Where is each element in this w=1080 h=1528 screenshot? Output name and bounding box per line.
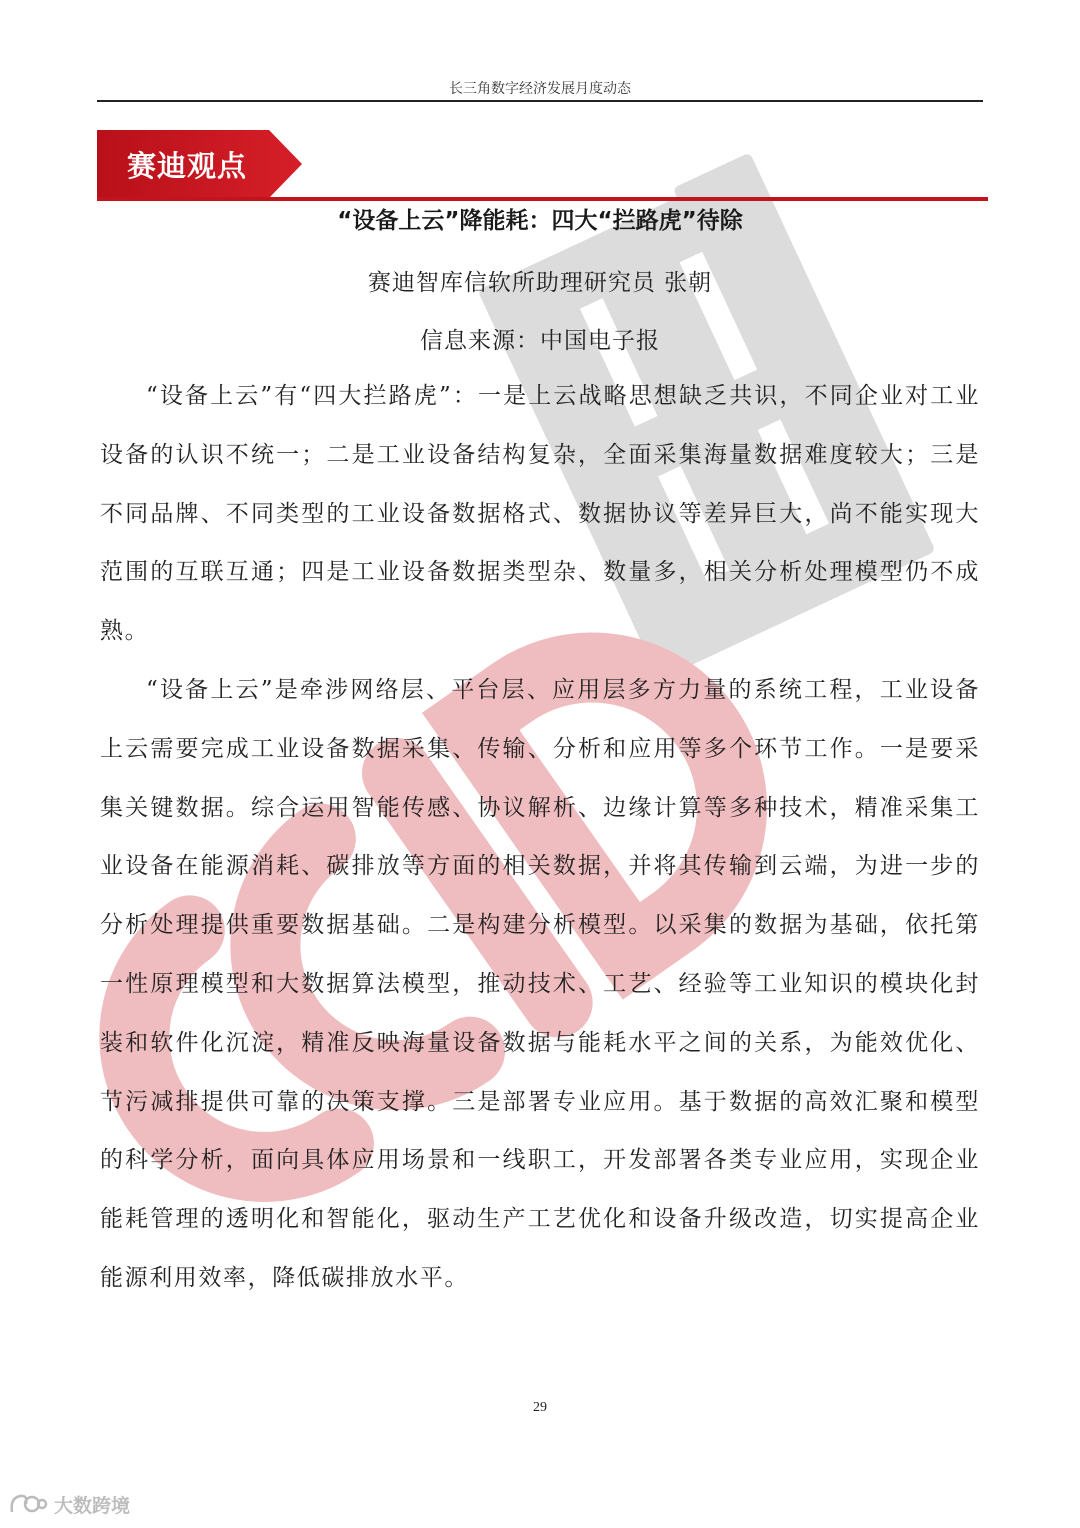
page-number: 29 bbox=[533, 1400, 547, 1415]
banner-underline bbox=[97, 197, 988, 201]
article-source: 信息来源：中国电子报 bbox=[420, 328, 660, 354]
brand-logo-icon bbox=[8, 1492, 48, 1516]
article-paragraph: “设备上云”是牵涉网络层、平台层、应用层多方力量的系统工程，工业设备上云需要完成工业设备数据采集、传输、分析和应用等多个环节工作。一是要采集关键数据。综合运用智能传感、协议解析、边缘计算等多种技术，精准采集工业设备在能源消耗、碳排放等方面的相关数据，并将其传输到云端，为进一步的分析处理提供重要数据基础。二是构建分析模型。以采集的数据为基础，依托第一性原理模型和大数据算法模型，推动技术、工艺、经验等工业知识的模块化封装和软件化沉淀，精准反映海量设备数据与能耗水平之间的关系，为能效优化、节污减排提供可靠的决策支撑。三是部署专业应用。基于数据的高效汇聚和模型的科学分析，面向具体应用场景和一线职工，开发部署各类专业应用，实现企业能耗管理的透明化和智能化，驱动生产工艺优化和设备升级改造，切实提高企业能源利用效率，降低碳排放水平。 bbox=[100, 677, 980, 1291]
article-paragraph: “设备上云”有“四大拦路虎”：一是上云战略思想缺乏共识，不同企业对工业设备的认识不统一；二是工业设备结构复杂，全面采集海量数据难度较大；三是不同品牌、不同类型的工业设备数据格式、数据协议等差异巨大，尚不能实现大范围的互联互通；四是工业设备数据类型杂、数量多，相关分析处理模型仍不成熟。 bbox=[100, 383, 980, 645]
section-banner-label: 赛迪观点 bbox=[127, 149, 248, 183]
running-header: 长三角数字经济发展月度动态 bbox=[449, 81, 631, 97]
article-title: “设备上云”降能耗：四大“拦路虎”待除 bbox=[337, 208, 743, 234]
brand-watermark bbox=[8, 1490, 130, 1518]
brand-name: 大数跨境 bbox=[54, 1494, 131, 1517]
article-author: 赛迪智库信软所助理研究员 张朝 bbox=[367, 270, 713, 296]
section-banner bbox=[97, 130, 302, 198]
header-divider bbox=[97, 100, 983, 102]
